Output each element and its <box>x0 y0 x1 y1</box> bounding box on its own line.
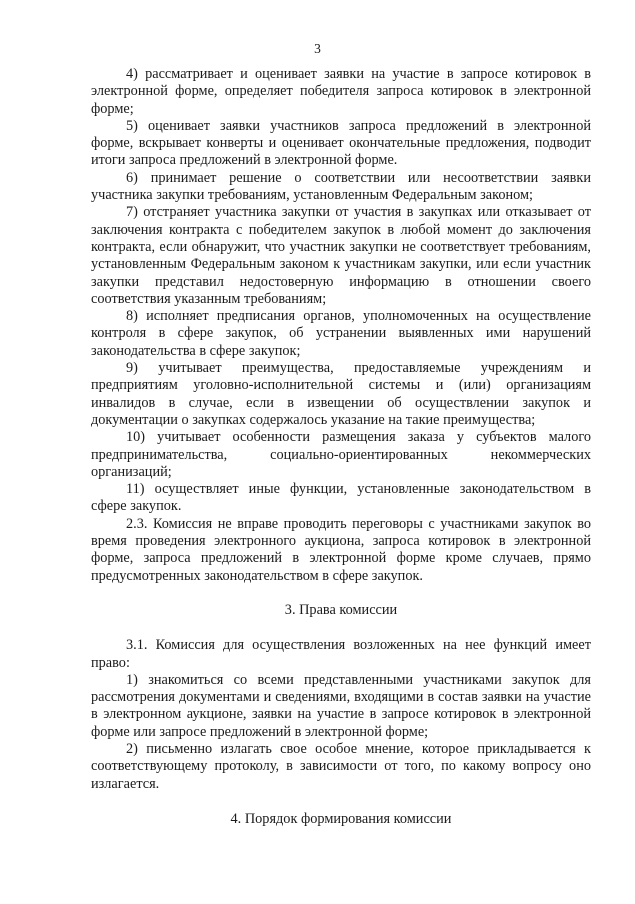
list-item: 11) осуществляет иные функции, установленные законодательством в сфере закупок. <box>91 481 591 515</box>
page-number: 3 <box>314 41 321 56</box>
list-item: 8) исполняет предписания органов, уполномоченных на осуществление контроля в сфере закупок, об устранении выявленных ими нарушений законодательства в сфере закупок; <box>91 308 591 359</box>
list-item: 1) знакомиться со всеми представленными участниками закупок для рассмотрения документами и сведениями, входящими в состав заявки на участие в электронном аукционе, заявки на участие в запросе котировок в электронной форме или запросе предложений в электронной форме; <box>91 671 591 740</box>
list-item: 5) оценивает заявки участников запроса предложений в электронной форме, вскрывает конверты и оценивает окончательные предложения, подводит итоги запроса предложений в электронной форме. <box>91 117 591 169</box>
section-4-heading: 4. Порядок формирования комиссии <box>230 810 452 827</box>
clause-3-1-intro: 3.1. Комиссия для осуществления возложенных на нее функций имеет право: <box>91 637 591 671</box>
document-body <box>91 66 591 828</box>
list-item: 2) письменно излагать свое особое мнение, которое прикладывается к соответствующему протоколу, в зависимости от того, по какому вопросу оно излагается. <box>91 740 591 792</box>
list-item: 4) рассматривает и оценивает заявки на участие в запросе котировок в электронной форме, определяет победителя запроса котировок в электронной форме; <box>91 66 591 117</box>
section-3-heading: 3. Права комиссии <box>284 601 398 618</box>
list-item: 7) отстраняет участника закупки от участия в закупках или отказывает от заключения контракта с победителем закупок в любой момент до заключения контракта, если обнаружит, что участник закупки не соответствует требованиям, установленным Федеральным законом к участникам закупки, или если участник закупки представил недостоверную информацию в отношении своего соответствия указанным требованиям; <box>91 204 591 307</box>
clause-2-3: 2.3. Комиссия не вправе проводить переговоры с участниками закупок во время проведения электронного аукциона, запроса котировок в электронной форме, запроса предложений в электронной форме кроме случаев, прямо предусмотренных законодательством в сфере закупок. <box>91 515 591 584</box>
list-item: 10) учитывает особенности размещения заказа у субъектов малого предпринимательства, социально-ориентированных некоммерческих организаций; <box>91 429 591 480</box>
list-item: 6) принимает решение о соответствии или несоответствии заявки участника закупки требованиям, установленным Федеральным законом; <box>91 169 591 204</box>
list-item: 9) учитывает преимущества, предоставляемые учреждениям и предприятиям уголовно-исполнительной системы и (или) организациям инвалидов в случае, если в извещении об осуществлении закупок и документации о закупках содержалось указание на такие преимущества; <box>91 360 591 428</box>
